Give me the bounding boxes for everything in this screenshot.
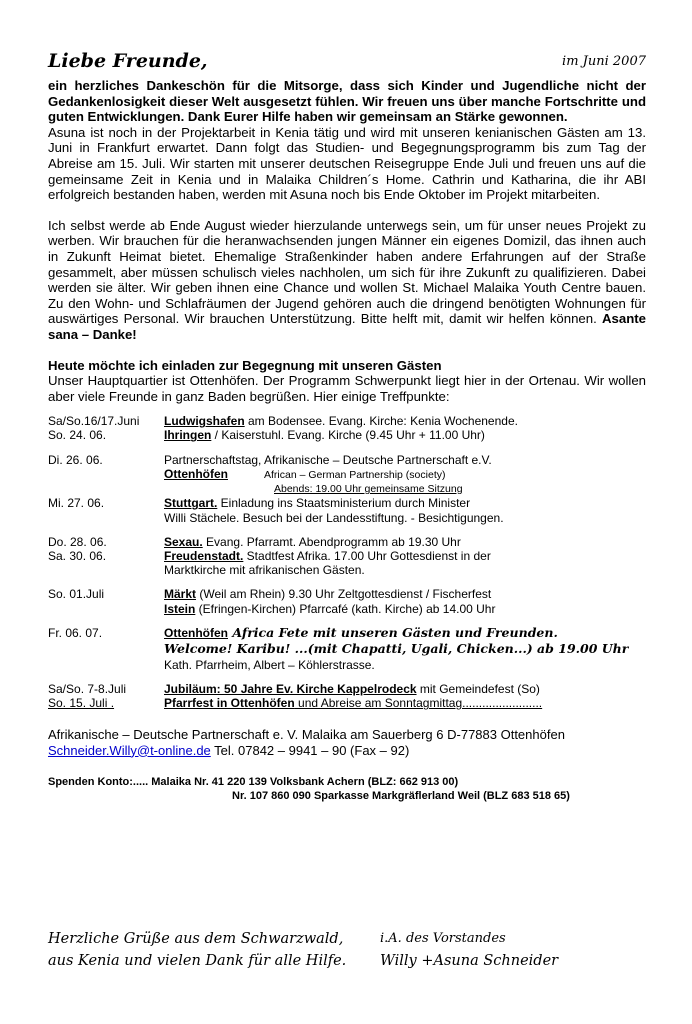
- event-place: Ludwigshafen: [164, 414, 245, 429]
- closing-line: aus Kenia und vielen Dank für alle Hilfe.: [48, 953, 347, 969]
- event-place: Ottenhöfen: [164, 625, 228, 640]
- closing-line: Herzliche Grüße aus dem Schwarzwald,: [48, 931, 344, 947]
- signature-names: Willy +Asuna Schneider: [380, 953, 559, 969]
- event-row: [48, 535, 646, 549]
- invite-heading: Heute möchte ich einladen zur Begegnung mit unseren Gästen: [48, 357, 442, 373]
- event-date: Sa/So.16/17.Juni: [48, 414, 140, 429]
- event-text: am Bodensee. Evang. Kirche: Kenia Wochenende.: [244, 414, 518, 429]
- event-row: [48, 696, 646, 710]
- event-subtext: Abends: 19.00 Uhr gemeinsame Sitzung: [274, 483, 463, 496]
- event-place: Istein: [164, 601, 196, 616]
- event-place: Freudenstadt.: [164, 548, 244, 563]
- event-date: So. 15. Juli .: [48, 696, 115, 711]
- event-row-detail: [48, 467, 646, 482]
- event-place: Ihringen: [164, 428, 212, 443]
- event-date: Fr. 06. 07.: [48, 625, 103, 640]
- event-text: mit Gemeindefest (So): [416, 682, 540, 697]
- event-date: Sa/So. 7-8.Juli: [48, 682, 127, 697]
- contact-phone: Tel. 07842 – 9941 – 90 (Fax – 92): [210, 742, 410, 758]
- letter-page: [48, 50, 646, 804]
- paragraph-project-text: Ich selbst werde ab Ende August wieder hierzulande unterwegs sein, um für unser neues Projekt zu werben. Wir brauchen für die heranwachsenden jungen Männer ein eigenes Domizil, das ihnen auch in Zukunft Heimat bietet. Ehemalige Straßenkinder haben andere Erfahrungen auf der Straße gesammelt, aber müssen schulisch vieles nachholen, um sich für ihre Zukunft zu qualifizieren. Dabei werden sie älter. Wir geben ihnen eine Chance und wollen St. Michael Malaika Youth Centre bauen. Zu den Wohn- und Schlafräumen der Jugend gehören auch die dringend benötigten Wohnungen für auswärtiges Personal. Wir brauchen Unterstützung. Bitte helft mit, damit wir helfen können.: [48, 217, 646, 327]
- bank-line: Nr. 107 860 090 Sparkasse Markgräflerland Weil (BLZ 683 518 65): [232, 790, 570, 803]
- event-date: So. 01.Juli: [48, 587, 105, 602]
- event-place: Ottenhöfen: [164, 466, 228, 481]
- email-link[interactable]: Schneider.Willy@t-online.de: [48, 742, 211, 758]
- event-date: Di. 26. 06.: [48, 452, 103, 467]
- event-text: Stadtfest Afrika. 17.00 Uhr Gottesdienst in der: [243, 548, 491, 563]
- intro-paragraph: ein herzliches Dankeschön für die Mitsorge, dass sich Kinder und Jugendliche nicht der Gedankenlosigkeit dieser Welt ausgesetzt fühlen. Wir freuen uns über manche Fortschritte und guten Entwicklungen. Dank Eurer Hilfe haben wir gemeinsam an Stärke gewonnen.: [48, 78, 646, 125]
- invite-text: Unser Hauptquartier ist Ottenhöfen. Der Programm Schwerpunkt liegt hier in der Ortenau. Wir wollen aber viele Freunde in ganz Baden begrüßen. Hier einige Treffpunkte:: [48, 373, 646, 404]
- event-text: Einladung ins Staatsministerium durch Minister: [217, 496, 471, 511]
- event-place: Märkt: [164, 587, 197, 602]
- event-row-detail: [48, 602, 646, 616]
- event-text: und Abreise am Sonntagmittag........................: [294, 696, 543, 711]
- event-row: [48, 587, 646, 601]
- event-text: Partnerschaftstag, Afrikanische – Deutsche Partnerschaft e.V.: [164, 452, 492, 467]
- contact-address: Afrikanische – Deutsche Partnerschaft e. V. Malaika am Sauerberg 6 D-77883 Ottenhöfen: [48, 726, 565, 742]
- event-place: Stuttgart.: [164, 496, 218, 511]
- event-row: [48, 428, 646, 442]
- event-text: / Kaiserstuhl. Evang. Kirche (9.45 Uhr + 11.00 Uhr): [211, 428, 485, 443]
- event-date: Sa. 30. 06.: [48, 548, 107, 563]
- bank-details: [48, 775, 646, 804]
- asante-sana: Asante sana – Danke!: [48, 311, 646, 342]
- paragraph-project: [48, 218, 646, 343]
- event-row: [48, 626, 646, 640]
- signature-title: i.A. des Vorstandes: [380, 931, 506, 946]
- bank-line: Spenden Konto:..... Malaika Nr. 41 220 139 Volksbank Achern (BLZ: 662 913 00): [48, 775, 459, 788]
- event-text: (Efringen-Kirchen) Pfarrcafé (kath. Kirche) ab 14.00 Uhr: [195, 601, 496, 616]
- event-text: Kath. Pfarrheim, Albert – Köhlerstrasse.: [164, 657, 375, 672]
- event-text: Marktkirche mit afrikanischen Gästen.: [164, 563, 365, 578]
- event-place: Sexau.: [164, 534, 203, 549]
- event-row: [48, 549, 646, 563]
- event-row: [48, 414, 646, 428]
- event-place: Jubiläum: 50 Jahre Ev. Kirche Kappelrodeck: [164, 682, 417, 697]
- event-text: (Weil am Rhein) 9.30 Uhr Zeltgottesdienst / Fischerfest: [196, 587, 492, 602]
- event-text: Willi Stächele. Besuch bei der Landesstiftung. - Besichtigungen.: [164, 510, 504, 525]
- event-date: Do. 28. 06.: [48, 534, 107, 549]
- event-row: [48, 682, 646, 696]
- event-text: Evang. Pfarramt. Abendprogramm ab 19.30 Uhr: [202, 534, 461, 549]
- event-place: Pfarrfest in Ottenhöfen: [164, 696, 295, 711]
- event-script-text: Welcome! Karibu! ...(mit Chapatti, Ugali, Chicken...) ab 19.00 Uhr: [164, 640, 629, 656]
- letter-header: [48, 50, 646, 78]
- event-row: [48, 453, 646, 467]
- event-date: Mi. 27. 06.: [48, 496, 105, 511]
- event-date: So. 24. 06.: [48, 428, 107, 443]
- event-list: [48, 414, 646, 710]
- letter-date: im Juni 2007: [562, 54, 646, 69]
- contact-block: [48, 727, 646, 759]
- event-subtext: African – German Partnership (society): [264, 468, 446, 481]
- paragraph-asuna: Asuna ist noch in der Projektarbeit in Kenia tätig und wird mit unseren kenianischen Gästen am 13. Juni in Frankfurt erwartet. Dann folgt das Studien- und Begegnungsprogramm bis zum Tag der Abreise am 15. Juli. Wir starten mit unserer deutschen Reisegruppe Ende Juli und freuen uns auf die gemeinsame Zeit in Kenia und in Malaika Children´s Home. Cathrin und Katharina, die ihr ABI erfolgreich bestanden haben, werden mit Asuna noch bis Ende Oktober im Projekt mitarbeiten.: [48, 124, 646, 203]
- event-row: [48, 496, 646, 510]
- event-script-text: Africa Fete mit unseren Gästen und Freunden.: [228, 624, 558, 640]
- greeting: Liebe Freunde,: [48, 50, 208, 72]
